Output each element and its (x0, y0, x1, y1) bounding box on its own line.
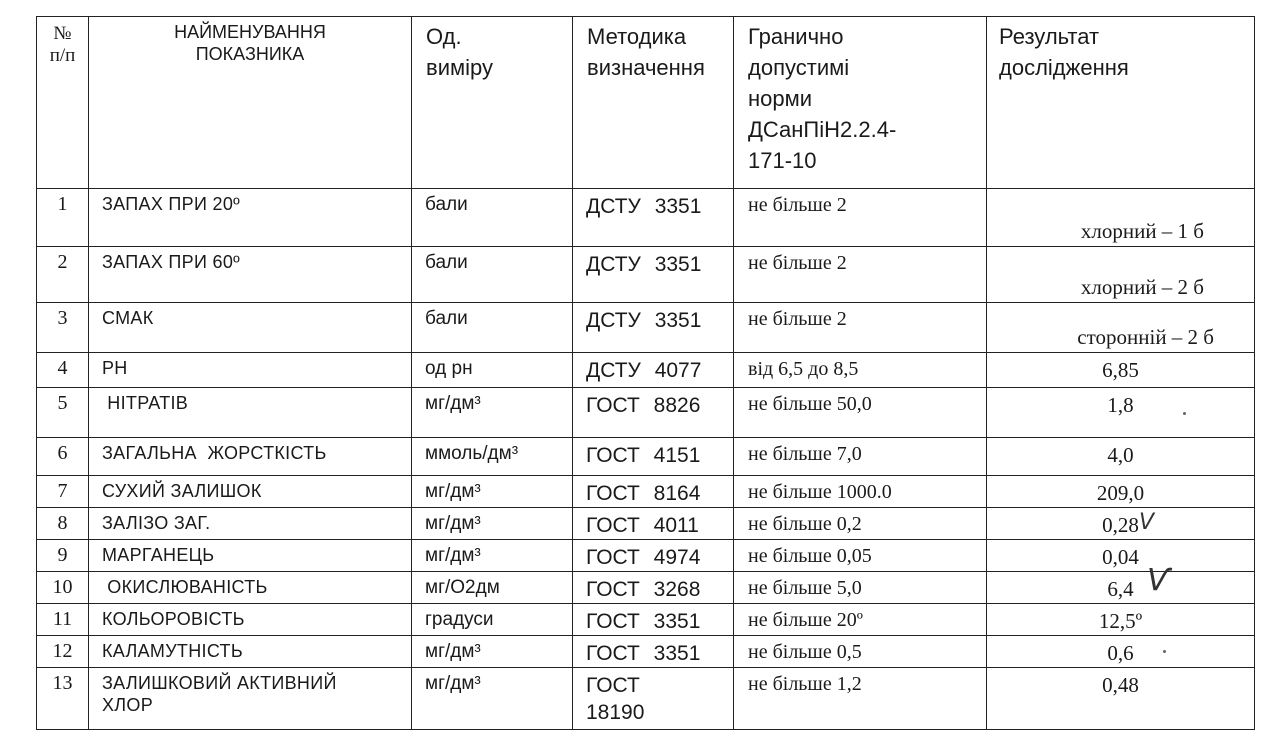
table-row (37, 438, 1255, 476)
row-number: 10 (37, 572, 89, 604)
indicator-name: СУХИЙ ЗАЛИШОК (89, 476, 412, 508)
results-sheet (36, 16, 1254, 724)
method-cell: ГОСТ 8826 (573, 388, 734, 438)
result-value: хлорний – 1 б (1080, 219, 1204, 243)
method-cell: ГОСТ 4974 (573, 540, 734, 572)
indicator-name: РН (89, 353, 412, 388)
unit-cell: градуси (412, 604, 573, 636)
indicator-name: ЗАЛИШКОВИЙ АКТИВНИЙ ХЛОР (89, 668, 412, 730)
result-cell (987, 604, 1255, 636)
result-cell (987, 189, 1255, 247)
norm-cell: не більше 1000.0 (734, 476, 987, 508)
unit-cell: мг/дм³ (412, 636, 573, 668)
unit-cell: мг/дм³ (412, 388, 573, 438)
result-value: сторонній – 2 б (1077, 325, 1214, 349)
header-method: Методика визначення (573, 17, 734, 189)
row-number: 3 (37, 303, 89, 353)
result-value: 12,5º (1098, 609, 1143, 633)
norm-cell: не більше 2 (734, 247, 987, 303)
handwritten-check-icon: Ѵ (1147, 563, 1171, 598)
header-number: № п/п (37, 17, 89, 189)
result-cell (987, 388, 1255, 438)
water-analysis-table (36, 16, 1255, 730)
unit-cell: ммоль/дм³ (412, 438, 573, 476)
indicator-name: ОКИСЛЮВАНІСТЬ (89, 572, 412, 604)
result-cell (987, 508, 1255, 540)
table-row (37, 668, 1255, 730)
method-cell: ДСТУ 3351 (573, 189, 734, 247)
table-row (37, 604, 1255, 636)
result-cell (987, 247, 1255, 303)
indicator-name: НІТРАТІВ (89, 388, 412, 438)
result-value: 0,28 (1102, 513, 1139, 537)
result-value: 0,6 (1107, 641, 1134, 665)
norm-cell: від 6,5 до 8,5 (734, 353, 987, 388)
norm-cell: не більше 0,05 (734, 540, 987, 572)
row-number: 8 (37, 508, 89, 540)
result-value: 0,48 (1102, 673, 1139, 697)
header-result: Результат дослідження (987, 17, 1255, 189)
row-number: 11 (37, 604, 89, 636)
unit-cell: мг/дм³ (412, 508, 573, 540)
unit-cell: мг/дм³ (412, 476, 573, 508)
indicator-name: ЗАПАХ ПРИ 20º (89, 189, 412, 247)
method-cell: ГОСТ 4011 (573, 508, 734, 540)
unit-cell: бали (412, 189, 573, 247)
norm-cell: не більше 50,0 (734, 388, 987, 438)
norm-cell: не більше 20º (734, 604, 987, 636)
indicator-name: ЗАПАХ ПРИ 60º (89, 247, 412, 303)
indicator-name: ЗАЛІЗО ЗАГ. (89, 508, 412, 540)
norm-cell: не більше 0,5 (734, 636, 987, 668)
result-value: 4,0 (1107, 443, 1134, 467)
header-unit: Од. виміру (412, 17, 573, 189)
result-cell (987, 636, 1255, 668)
table-row (37, 508, 1255, 540)
unit-cell: мг/дм³ (412, 668, 573, 730)
method-cell: ДСТУ 3351 (573, 303, 734, 353)
row-number: 12 (37, 636, 89, 668)
unit-cell: мг/дм³ (412, 540, 573, 572)
result-cell (987, 353, 1255, 388)
norm-cell: не більше 1,2 (734, 668, 987, 730)
table-row (37, 353, 1255, 388)
method-cell: ГОСТ 3351 (573, 604, 734, 636)
result-cell (987, 563, 1255, 604)
row-number: 5 (37, 388, 89, 438)
result-value: 0,04 (1102, 545, 1139, 569)
norm-cell: не більше 2 (734, 189, 987, 247)
unit-cell: бали (412, 303, 573, 353)
row-number: 1 (37, 189, 89, 247)
ink-dot (1183, 412, 1186, 415)
table-row (37, 636, 1255, 668)
result-cell (987, 303, 1255, 353)
result-cell (987, 668, 1255, 730)
method-cell: ГОСТ 3268 (573, 572, 734, 604)
indicator-name: МАРГАНЕЦЬ (89, 540, 412, 572)
table-row (37, 476, 1255, 508)
table-row (37, 572, 1255, 604)
row-number: 13 (37, 668, 89, 730)
handwritten-check-icon: V (1139, 510, 1155, 535)
indicator-name: КОЛЬОРОВІСТЬ (89, 604, 412, 636)
table-row (37, 303, 1255, 353)
row-number: 4 (37, 353, 89, 388)
table-header-row (37, 17, 1255, 189)
unit-cell: мг/О2дм (412, 572, 573, 604)
result-cell (987, 438, 1255, 476)
result-value: 6,4 (1107, 577, 1134, 601)
table-row (37, 247, 1255, 303)
row-number: 7 (37, 476, 89, 508)
table-row (37, 540, 1255, 572)
result-cell (987, 476, 1255, 508)
table-row (37, 189, 1255, 247)
indicator-name: ЗАГАЛЬНА ЖОРСТКІСТЬ (89, 438, 412, 476)
indicator-name: СМАК (89, 303, 412, 353)
header-indicator-name: НАЙМЕНУВАННЯ ПОКАЗНИКА (89, 17, 412, 189)
method-cell: ДСТУ 4077 (573, 353, 734, 388)
row-number: 6 (37, 438, 89, 476)
unit-cell: од рн (412, 353, 573, 388)
result-cell (987, 540, 1255, 572)
result-value: хлорний – 2 б (1080, 275, 1204, 299)
row-number: 9 (37, 540, 89, 572)
method-cell: ДСТУ 3351 (573, 247, 734, 303)
method-cell: ГОСТ 18190 (573, 668, 734, 730)
table-row (37, 388, 1255, 438)
norm-cell: не більше 0,2 (734, 508, 987, 540)
unit-cell: бали (412, 247, 573, 303)
indicator-name: КАЛАМУТНІСТЬ (89, 636, 412, 668)
norm-cell: не більше 5,0 (734, 572, 987, 604)
method-cell: ГОСТ 3351 (573, 636, 734, 668)
method-cell: ГОСТ 8164 (573, 476, 734, 508)
norm-cell: не більше 2 (734, 303, 987, 353)
result-value: 6,85 (1102, 358, 1139, 382)
method-cell: ГОСТ 4151 (573, 438, 734, 476)
norm-cell: не більше 7,0 (734, 438, 987, 476)
row-number: 2 (37, 247, 89, 303)
result-value: 209,0 (1096, 481, 1145, 505)
header-norm: Гранично допустимі норми ДСанПіН2.2.4- 171-10 (734, 17, 987, 189)
ink-dot (1163, 650, 1166, 653)
result-value: 1,8 (1107, 393, 1134, 417)
